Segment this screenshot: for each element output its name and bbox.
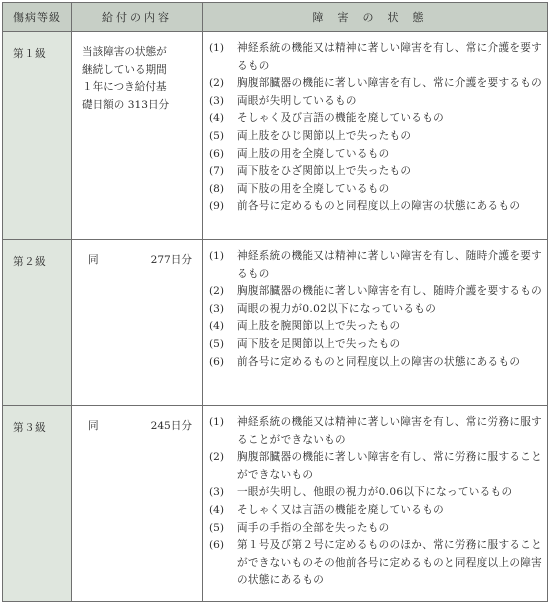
condition-item — [209, 181, 543, 199]
header-condition: 障害の状態 — [203, 3, 548, 32]
table-row — [3, 32, 548, 240]
benefit-days: 245日分 — [150, 420, 192, 432]
item-text: 神経系統の機能又は精神に著しい障害を有し、常に労務に服することができないもの — [237, 416, 543, 446]
item-number: (5) — [209, 129, 225, 142]
grade-cell: 第３級 — [3, 406, 72, 602]
item-text: 両上肢を腕関節以上で失ったもの — [237, 320, 401, 333]
item-number: (1) — [209, 250, 225, 262]
item-number: (4) — [209, 320, 225, 333]
table-row — [3, 240, 548, 406]
item-number: (2) — [209, 77, 225, 90]
item-number: (3) — [209, 302, 225, 315]
item-number: (8) — [209, 182, 225, 195]
item-text: 両眼の視力が0.02以下になっているもの — [237, 302, 437, 315]
grade-cell: 第１級 — [3, 32, 72, 240]
benefit-line: 継続している期間 — [82, 63, 167, 76]
condition-cell — [203, 32, 548, 240]
benefit-cell — [72, 32, 203, 240]
item-text: そしゃく及び言語の機能を廃しているもの — [237, 112, 444, 125]
condition-item — [209, 336, 543, 354]
item-number: (4) — [209, 112, 225, 125]
condition-item — [209, 110, 543, 128]
benefit-line: 当該障害の状態が — [82, 46, 167, 58]
benefit-days: 277日分 — [150, 254, 192, 266]
condition-item — [209, 93, 543, 111]
item-text: 胸腹部臓器の機能に著しい障害を有し、随時介護を要するもの — [237, 285, 543, 298]
grade-cell: 第２級 — [3, 240, 72, 406]
header-grade: 傷病等級 — [3, 3, 72, 32]
item-text: 神経系統の機能又は精神に著しい障害を有し、随時介護を要するもの — [237, 250, 543, 280]
item-text: 両手の手指の全部を失ったもの — [237, 521, 390, 534]
item-number: (6) — [209, 355, 225, 368]
condition-item — [209, 40, 543, 75]
item-number: (7) — [209, 165, 225, 178]
condition-item — [209, 75, 543, 93]
same-as-above: 同 — [88, 420, 99, 432]
benefit-cell — [72, 240, 203, 406]
benefit-line — [82, 418, 198, 436]
item-number: (1) — [209, 42, 225, 54]
item-number: (2) — [209, 285, 225, 298]
item-text: 両上肢をひじ関節以上で失ったもの — [237, 129, 412, 142]
condition-item — [209, 520, 543, 538]
condition-item — [209, 502, 543, 520]
condition-item — [209, 248, 543, 283]
condition-item — [209, 318, 543, 336]
condition-item — [209, 414, 543, 449]
same-as-above: 同 — [88, 254, 99, 266]
condition-item — [209, 537, 543, 590]
item-text: 両上肢の用を全廃しているもの — [237, 147, 390, 160]
item-text: 神経系統の機能又は精神に著しい障害を有し、常に介護を要するもの — [237, 42, 543, 72]
condition-item — [209, 283, 543, 301]
condition-item — [209, 198, 543, 216]
condition-item — [209, 301, 543, 319]
condition-item — [209, 354, 543, 372]
benefit-line: 礎日額の 313日分 — [82, 98, 170, 111]
item-number: (3) — [209, 94, 225, 107]
table-row — [3, 406, 548, 602]
item-number: (6) — [209, 539, 225, 552]
item-number: (2) — [209, 451, 225, 464]
item-text: 両眼が失明しているもの — [237, 94, 357, 107]
item-number: (5) — [209, 337, 225, 350]
header-benefit: 給付の内容 — [72, 3, 203, 32]
item-text: 胸腹部臓器の機能に著しい障害を有し、常に介護を要するもの — [237, 77, 543, 90]
item-text: 両下肢の用を全廃しているもの — [237, 182, 390, 195]
header-row — [3, 3, 548, 32]
item-text: 胸腹部臓器の機能に著しい障害を有し、常に労務に服することができないもの — [237, 451, 543, 481]
benefit-cell — [72, 406, 203, 602]
item-text: 両下肢をひざ関節以上で失ったもの — [237, 165, 412, 178]
item-number: (6) — [209, 147, 225, 160]
item-number: (4) — [209, 503, 225, 516]
item-text: そしゃく又は言語の機能を廃しているもの — [237, 503, 444, 516]
benefit-line: １年につき給付基 — [82, 81, 167, 94]
item-number: (5) — [209, 521, 225, 534]
injury-grade-table — [2, 2, 548, 602]
condition-item — [209, 484, 543, 502]
item-number: (3) — [209, 486, 225, 499]
item-number: (9) — [209, 200, 225, 213]
condition-item — [209, 128, 543, 146]
item-number: (1) — [209, 416, 225, 428]
item-text: 前各号に定めるものと同程度以上の障害の状態にあるもの — [237, 355, 521, 368]
condition-cell — [203, 240, 548, 406]
item-text: 第１号及び第２号に定めるもののほか、常に労務に服することができないものその他前各号に定めるものと同程度以上の障害の状態にあるもの — [237, 539, 543, 587]
item-text: 前各号に定めるものと同程度以上の障害の状態にあるもの — [237, 200, 521, 213]
benefit-line — [82, 252, 198, 270]
condition-item — [209, 163, 543, 181]
condition-item — [209, 449, 543, 484]
condition-item — [209, 146, 543, 164]
item-text: 両下肢を足関節以上で失ったもの — [237, 337, 401, 350]
condition-cell — [203, 406, 548, 602]
item-text: 一眼が失明し、他眼の視力が0.06以下になっているもの — [237, 486, 513, 499]
